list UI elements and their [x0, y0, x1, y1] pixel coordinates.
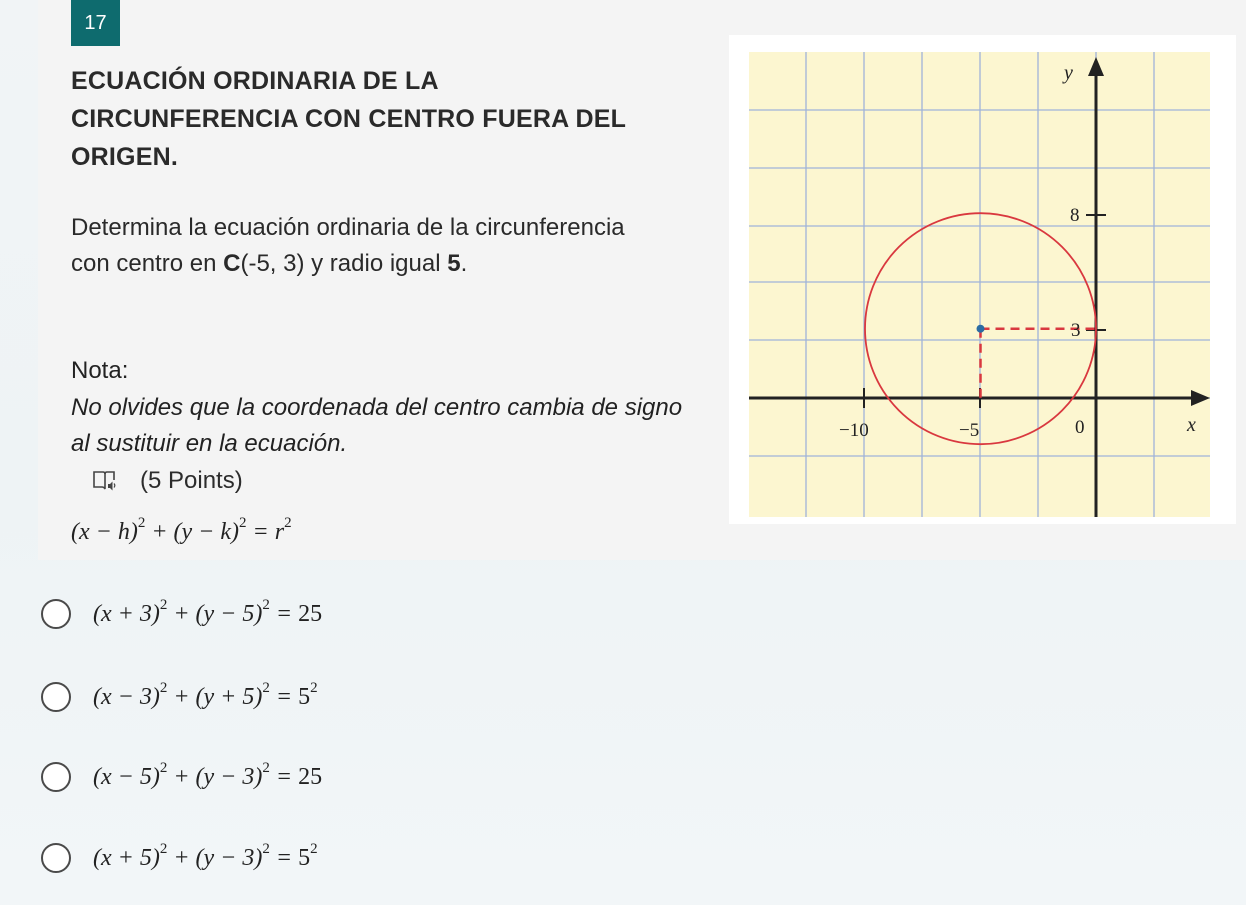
x-tick-label-neg10: −10 — [839, 420, 869, 441]
question-number: 17 — [71, 0, 120, 46]
answer-option-2[interactable] — [41, 680, 318, 714]
desc-text-1: Determina la ecuación ordinaria de la circunferencia con centro en — [71, 214, 625, 277]
y-axis-label: y — [1064, 62, 1073, 84]
x-tick-label-neg5: −5 — [959, 420, 980, 441]
center-point — [977, 325, 985, 333]
answer-option-3[interactable] — [41, 760, 322, 794]
x-axis-label: x — [1187, 414, 1196, 436]
x-tick-label-0: 0 — [1075, 417, 1085, 438]
question-title: ECUACIÓN ORDINARIA DE LA CIRCUNFERENCIA CON CENTRO FUERA DEL ORIGEN. — [71, 67, 626, 171]
desc-radius: 5 — [447, 250, 461, 277]
answer-option-1[interactable] — [41, 597, 322, 631]
desc-center-label: C — [223, 250, 241, 277]
immersive-reader-icon[interactable] — [92, 469, 118, 493]
question-description — [71, 210, 651, 282]
radio-button[interactable] — [41, 599, 71, 629]
radio-button[interactable] — [41, 682, 71, 712]
points-row — [92, 464, 243, 498]
radio-button[interactable] — [41, 762, 71, 792]
desc-text-3: . — [460, 250, 468, 277]
option-formula: $(x - 5)^2 + (y - 3)^2 = 25$ — [93, 760, 323, 790]
option-formula: $(x + 5)^2 + (y - 3)^2 = 5^2$ — [93, 841, 318, 871]
desc-text-2: (-5, 3) y radio igual — [240, 250, 448, 277]
y-tick-label-8: 8 — [1070, 205, 1080, 226]
nota-label: Nota: — [71, 357, 129, 384]
option-formula: $(x - 3)^2 + (y + 5)^2 = 5^2$ — [93, 680, 318, 710]
y-tick-label-3: 3 — [1071, 320, 1081, 341]
general-formula: $(x - h)^2 + (y - k)^2 = r^2$ — [71, 515, 292, 545]
option-formula: $(x + 3)^2 + (y - 5)^2 = 25$ — [93, 597, 323, 627]
radio-button[interactable] — [41, 843, 71, 873]
nota-text: No olvides que la coordenada del centro cambia de signo al sustituir en la ecuación. — [71, 394, 683, 457]
points-label: (5 Points) — [140, 467, 243, 494]
circle-graph — [729, 35, 1236, 524]
answer-option-4[interactable] — [41, 841, 318, 875]
